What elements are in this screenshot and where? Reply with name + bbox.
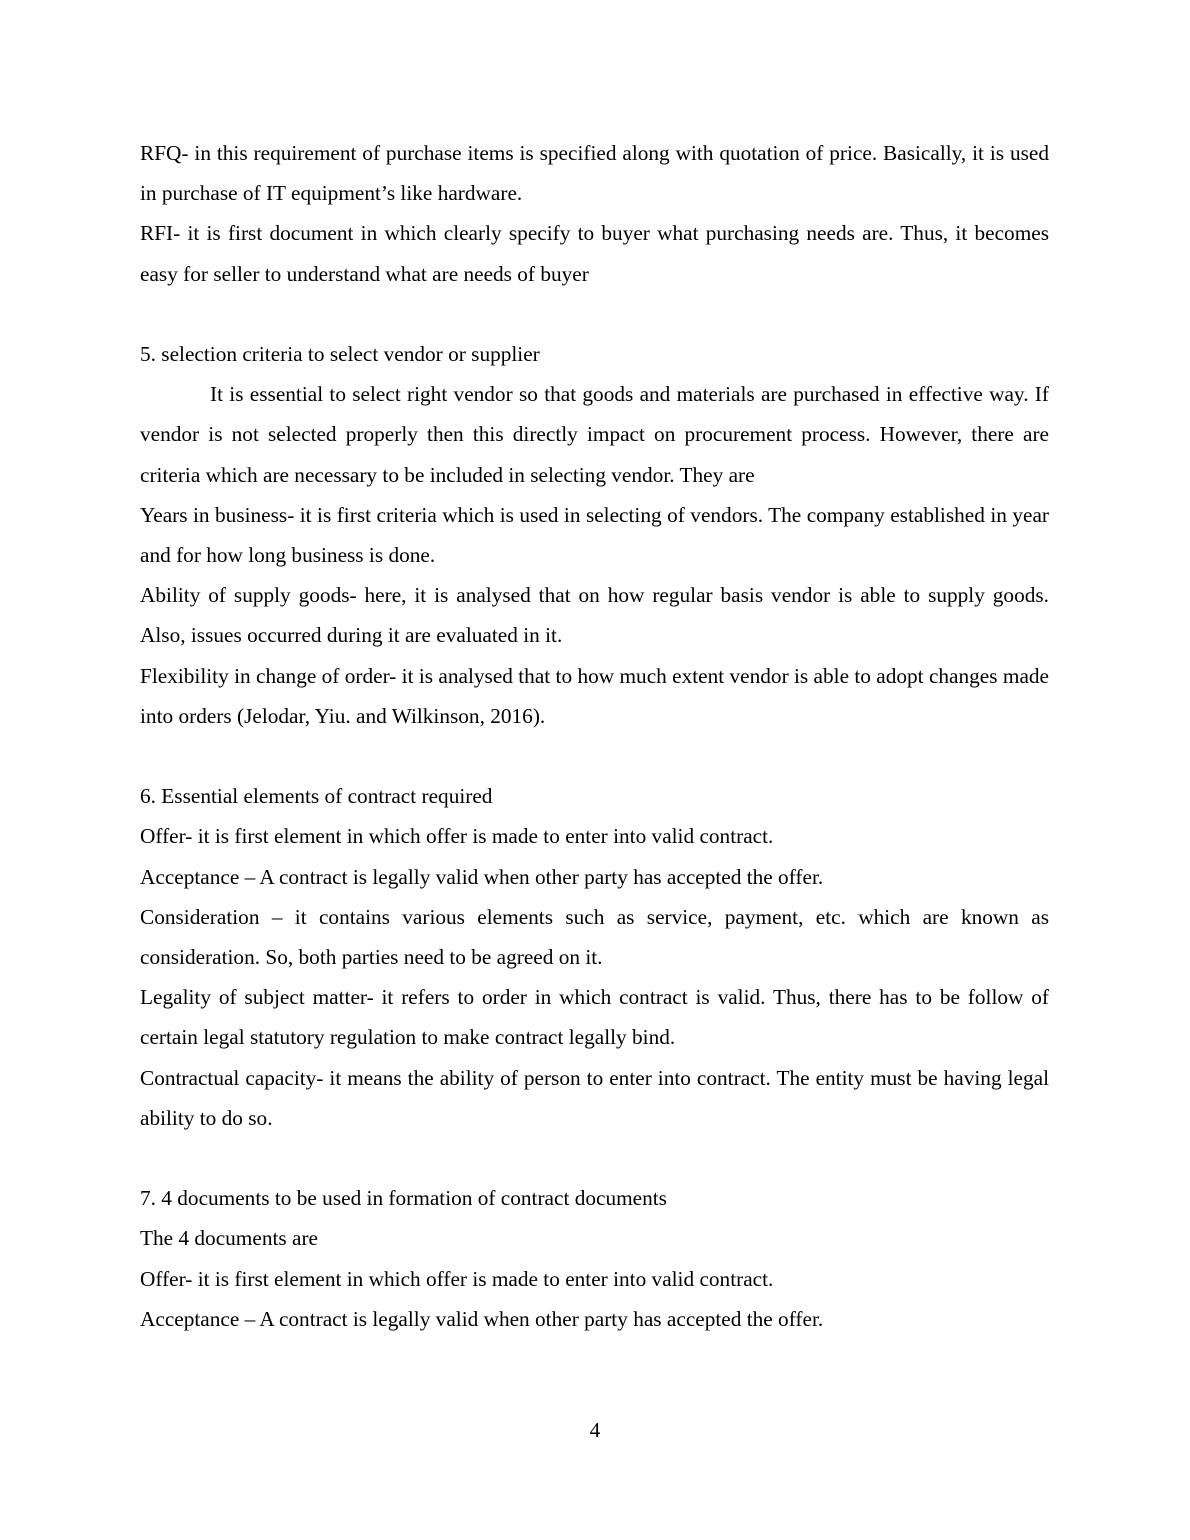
criteria-flexibility: Flexibility in change of order- it is analysed that to how much extent vendor is able to adopt changes made into orders (Jelodar, Yiu. and Wilkinson, 2016). <box>140 663 1049 728</box>
criteria-ability-of-supply: Ability of supply goods- here, it is analysed that on how regular basis vendor is able to supply goods. Also, issues occurred during it are evaluated in it. <box>140 583 1049 648</box>
element-consideration: Consideration – it contains various elements such as service, payment, etc. which are known as consideration. So, both parties need to be agreed on it. <box>140 904 1049 970</box>
section-7-heading: 7. 4 documents to be used in formation of contract documents <box>140 1186 667 1211</box>
element-offer: Offer- it is first element in which offer is made to enter into valid contract. <box>140 824 774 849</box>
section-7-intro: The 4 documents are <box>140 1226 318 1251</box>
document-acceptance: Acceptance – A contract is legally valid when other party has accepted the offer. <box>140 1306 824 1331</box>
rfi-paragraph: RFI- it is first document in which clearly specify to buyer what purchasing needs are. Thus, it becomes easy for seller to understand what are needs of buyer <box>140 221 1049 286</box>
section-6-heading: 6. Essential elements of contract required <box>140 784 493 809</box>
element-contractual-capacity: Contractual capacity- it means the ability of person to enter into contract. The entity must be having legal ability to do so. <box>140 1065 1049 1130</box>
section-5-intro: It is essential to select right vendor so that goods and materials are purchased in effective way. If vendor is not selected properly then this directly impact on procurement process. However, there are criteria which are necessary to be included in selecting vendor. They are <box>140 382 1049 487</box>
element-legality: Legality of subject matter- it refers to order in which contract is valid. Thus, there has to be follow of certain legal statutory regulation to make contract legally bind. <box>140 985 1049 1050</box>
criteria-years-in-business: Years in business- it is first criteria which is used in selecting of vendors. The company established in year and for how long business is done. <box>140 502 1049 568</box>
page-content <box>140 133 1049 1339</box>
blank-line <box>140 736 1049 776</box>
element-acceptance: Acceptance – A contract is legally valid when other party has accepted the offer. <box>140 864 824 889</box>
blank-line <box>140 294 1049 334</box>
rfq-paragraph: RFQ- in this requirement of purchase items is specified along with quotation of price. Basically, it is used in purchase of IT equipment’s like hardware. <box>140 141 1049 206</box>
section-5-heading: 5. selection criteria to select vendor or supplier <box>140 342 540 366</box>
blank-line <box>140 1138 1049 1178</box>
document-offer: Offer- it is first element in which offer is made to enter into valid contract. <box>140 1266 774 1291</box>
page-number: 4 <box>589 1418 601 1442</box>
